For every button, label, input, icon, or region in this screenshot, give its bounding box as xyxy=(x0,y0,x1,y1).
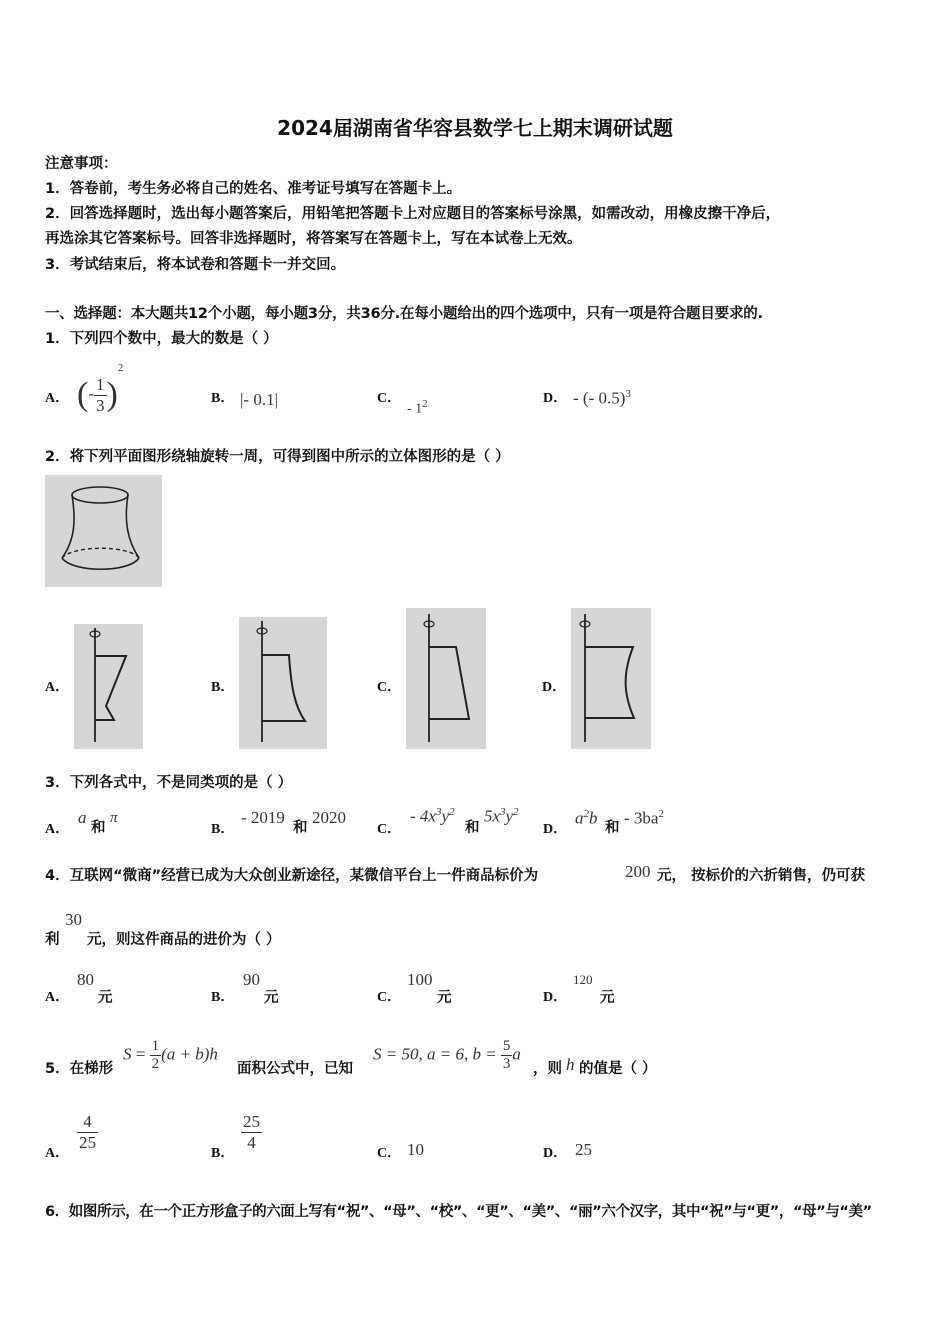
q3-b-term2: 2020 xyxy=(312,808,346,827)
notice-line-4: 3．考试结束后，将本试卷和答题卡一并交回。 xyxy=(45,257,346,273)
q4-option-a-label[interactable]: A． xyxy=(45,990,70,1005)
q1-a-fraction: $\frac{1}{3}$ xyxy=(96,375,105,415)
q4-stem-line-1 xyxy=(45,862,945,888)
q5-c-value: 10 xyxy=(407,1140,424,1159)
q4-line2-b: 元，则这件商品的进价为（ ） xyxy=(87,932,281,948)
q5-stem xyxy=(45,1030,945,1080)
q3-option-c-label[interactable]: C． xyxy=(377,822,402,837)
q1-option-d-label[interactable]: D． xyxy=(543,391,568,406)
q2-option-d-label[interactable]: D． xyxy=(542,680,567,695)
q5-option-a-label[interactable]: A． xyxy=(45,1146,70,1161)
page-title: 2024届湖南省华容县数学七上期末调研试题 xyxy=(277,116,673,140)
q4-options xyxy=(45,968,945,1008)
q3-c-term2: $5x^3y^2$ xyxy=(484,806,519,826)
q2-option-d-figure[interactable] xyxy=(571,608,651,749)
q4-price: 200 xyxy=(625,862,651,881)
q1-option-c: - $1^2$ xyxy=(407,398,428,417)
q5-a-fraction: $\frac{4}{25}$ xyxy=(79,1112,96,1152)
q3-d-and: 和 xyxy=(605,820,620,836)
q1-options xyxy=(45,362,945,422)
notice-line-2: 2．回答选择题时，选出每小题答案后，用铅笔把答题卡上对应题目的答案标号涂黑，如需改动，用橡皮擦干净后， xyxy=(45,206,781,222)
notice-heading: 注意事项： xyxy=(45,156,118,172)
q4-a-value: 80 xyxy=(77,970,94,989)
q5-given: S = 50, a = 6, b = $\frac{5}{3}$ a xyxy=(373,1038,521,1073)
q1-option-b: |- 0.1| xyxy=(240,390,278,409)
q1-option-a: (- $\frac{1}{3}$ )$^2$ xyxy=(77,362,124,415)
q1-a-minus: - xyxy=(88,384,94,403)
q3-a-term2: π xyxy=(110,810,118,826)
q1-option-a-label[interactable]: A． xyxy=(45,391,70,406)
q5-option-c-label[interactable]: C． xyxy=(377,1146,402,1161)
notice-line-1: 1．答卷前，考生务必将自己的姓名、准考证号填写在答题卡上。 xyxy=(45,181,462,197)
notice-line-3: 再选涂其它答案标号。回答非选择题时，将答案写在答题卡上，写在本试卷上无效。 xyxy=(45,231,582,247)
q5-stem-c: ，则 xyxy=(533,1061,562,1077)
q3-option-a-label[interactable]: A． xyxy=(45,822,70,837)
q6-stem: 6．如图所示，在一个正方形盒子的六面上写有“祝”、“母”、“校”、“更”、“美”、“丽”六个汉字，其中“祝”与“更”，“母”与“美” xyxy=(45,1204,872,1220)
q3-b-term1: - 2019 xyxy=(241,808,285,827)
q5-b-fraction: $\frac{25}{4}$ xyxy=(243,1112,260,1152)
q2-stem: 2．将下列平面图形绕轴旋转一周，可得到图中所示的立体图形的是（ ） xyxy=(45,449,510,465)
q3-option-b-label[interactable]: B． xyxy=(211,822,235,837)
q5-h: h xyxy=(566,1055,575,1074)
q3-d-term1: $a^2b$ xyxy=(575,808,598,828)
q5-option-b-label[interactable]: B． xyxy=(211,1146,235,1161)
q4-line2-a: 利 xyxy=(45,932,60,948)
q5-stem-b: 面积公式中，已知 xyxy=(237,1061,353,1077)
q4-stem-part1: 4．互联网“微商”经营已成为大众创业新途径，某微信平台上一件商品标价为 xyxy=(45,868,539,884)
q4-b-unit: 元 xyxy=(264,990,279,1006)
q4-b-value: 90 xyxy=(243,970,260,989)
q5-option-d-label[interactable]: D． xyxy=(543,1146,568,1161)
q4-c-value: 100 xyxy=(407,970,433,989)
q3-b-and: 和 xyxy=(293,820,308,836)
q2-option-a-figure[interactable] xyxy=(74,624,143,749)
q3-options xyxy=(45,806,945,840)
q4-option-c-label[interactable]: C． xyxy=(377,990,402,1005)
q2-option-a-label[interactable]: A． xyxy=(45,680,70,695)
q5-options xyxy=(45,1112,945,1164)
q4-d-value: 120 xyxy=(573,972,593,987)
q3-c-and: 和 xyxy=(465,820,480,836)
q4-stem-part2: 元， 按标价的六折销售，仍可获 xyxy=(657,868,866,884)
q2-option-c-label[interactable]: C． xyxy=(377,680,402,695)
q5-d-value: 25 xyxy=(575,1140,592,1159)
q1-option-c-label[interactable]: C． xyxy=(377,391,402,406)
q4-profit: 30 xyxy=(65,910,82,929)
q3-c-term1: - $4x^3y^2$ xyxy=(410,806,455,826)
q1-option-d: - (- 0.5)$^3$ xyxy=(573,388,631,408)
q4-stem-line-2 xyxy=(45,910,945,950)
q4-c-unit: 元 xyxy=(437,990,452,1006)
q2-option-b-figure[interactable] xyxy=(239,617,327,749)
q4-option-b-label[interactable]: B． xyxy=(211,990,235,1005)
section-1-heading: 一、选择题：本大题共12个小题，每小题3分，共36分.在每小题给出的四个选项中，只有一项是符合题目要求的. xyxy=(45,306,763,322)
q4-d-unit: 元 xyxy=(600,990,615,1006)
q2-option-c-figure[interactable] xyxy=(406,608,486,749)
q3-d-term2: - $3ba^2$ xyxy=(624,808,664,828)
q5-formula: S = $\frac{1}{2}$ (a + b)h xyxy=(123,1038,218,1073)
q5-stem-d: 的值是（ ） xyxy=(579,1061,657,1077)
q2-option-b-label[interactable]: B． xyxy=(211,680,235,695)
q3-stem: 3．下列各式中，不是同类项的是（ ） xyxy=(45,775,293,791)
q1-stem: 1．下列四个数中，最大的数是（ ） xyxy=(45,331,278,347)
q3-option-d-label[interactable]: D． xyxy=(543,822,568,837)
q3-a-term1: a xyxy=(78,808,87,827)
q5-stem-a: 5．在梯形 xyxy=(45,1061,114,1077)
q3-a-and: 和 xyxy=(91,820,106,836)
q4-option-d-label[interactable]: D． xyxy=(543,990,568,1005)
q1-option-b-label[interactable]: B． xyxy=(211,391,235,406)
q2-solid-figure xyxy=(45,475,162,587)
q4-a-unit: 元 xyxy=(98,990,113,1006)
